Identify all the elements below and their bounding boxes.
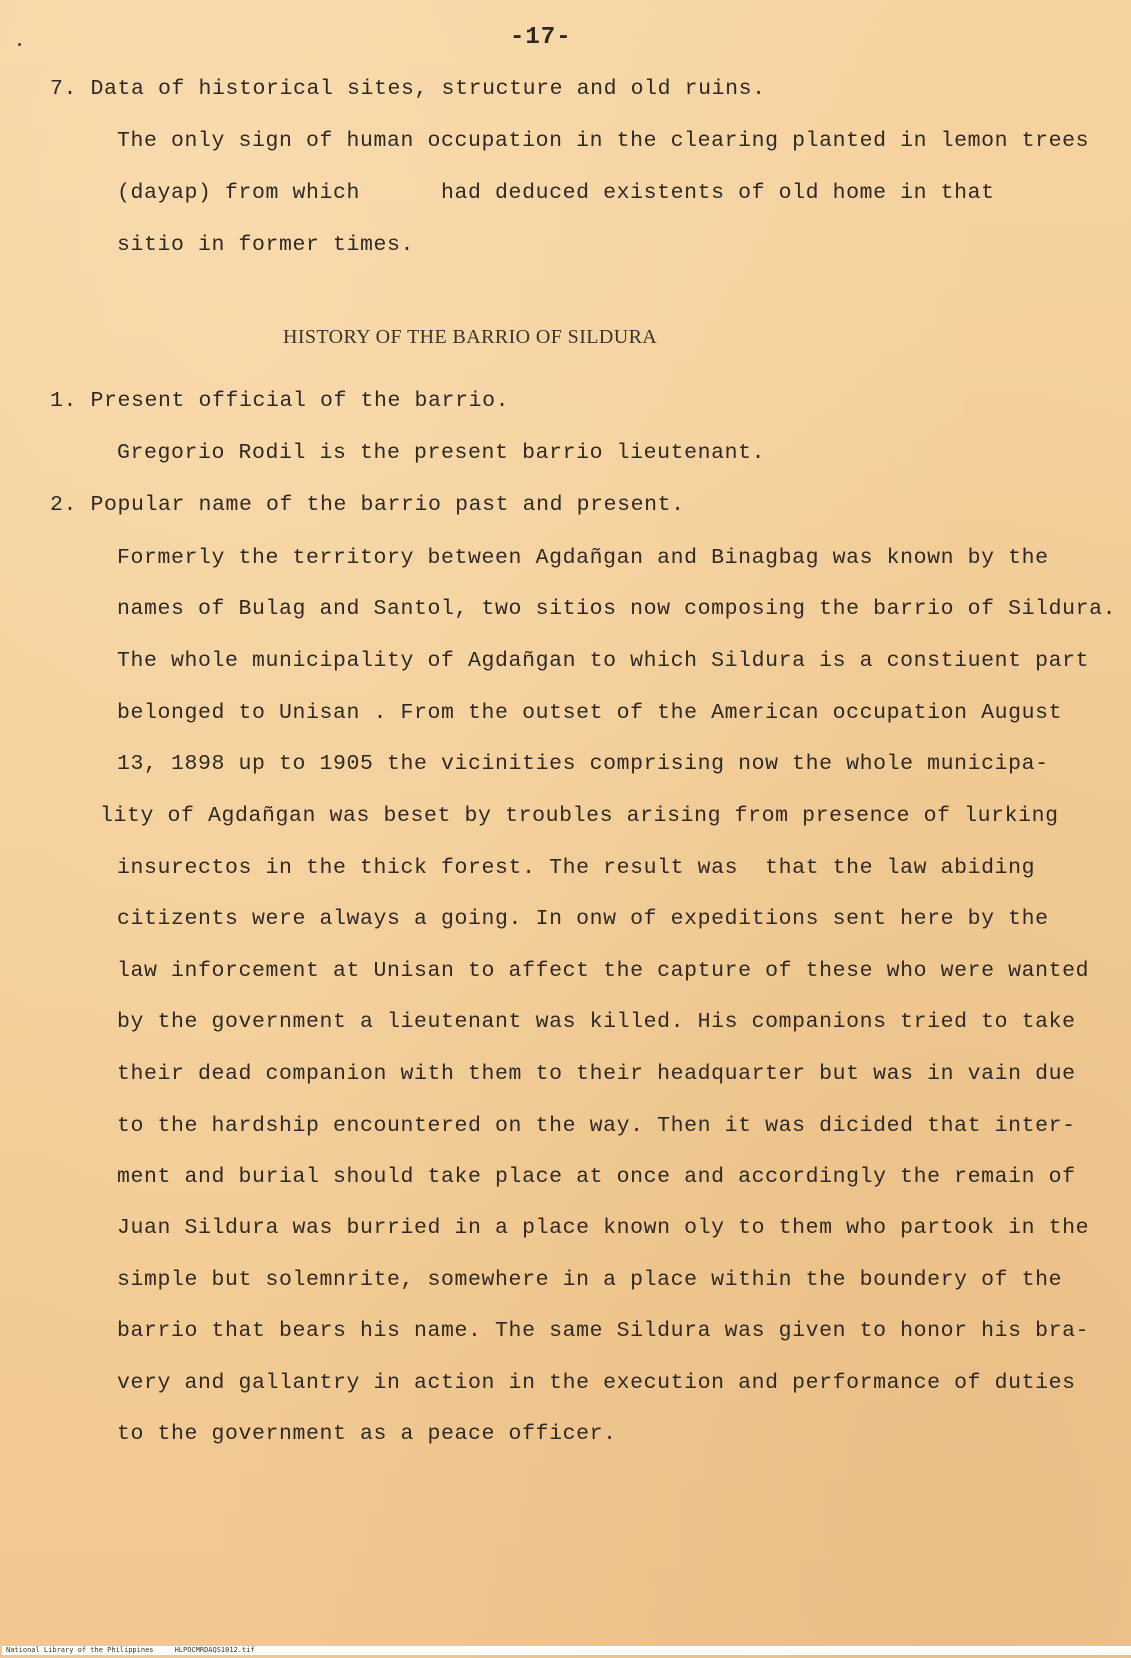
text-line: Juan Sildura was burried in a place known oly to them who partook in the [117, 1216, 1090, 1240]
text-line: The only sign of human occupation in the clearing planted in lemon trees [117, 129, 1090, 153]
text-line: ment and burial should take place at once and accordingly the remain of [117, 1165, 1076, 1189]
scan-footer: National Library of the Philippines HLPOCMRDAQS1012.tif [2, 1646, 1131, 1655]
text-line: 13, 1898 up to 1905 the vicinities comprising now the whole municipa- [117, 752, 1049, 776]
text-line: Gregorio Rodil is the present barrio lieutenant. [117, 441, 766, 465]
text-line: belonged to Unisan . From the outset of the American occupation August [117, 701, 1063, 725]
section-heading: 7. Data of historical sites, structure and old ruins. [50, 77, 766, 101]
page-speck [18, 43, 21, 46]
text-line: law inforcement at Unisan to affect the capture of these who were wanted [117, 959, 1090, 983]
history-title: HISTORY OF THE BARRIO OF SILDURA [283, 326, 658, 348]
text-line: The whole municipality of Agdañgan to which Sildura is a constiuent part [117, 649, 1090, 673]
text-line: their dead companion with them to their headquarter but was in vain due [117, 1062, 1076, 1086]
text-line: to the government as a peace officer. [117, 1422, 617, 1446]
text-line: barrio that bears his name. The same Sildura was given to honor his bra- [117, 1319, 1090, 1343]
text-line: Formerly the territory between Agdañgan and Binagbag was known by the [117, 546, 1049, 570]
page-number: -17- [510, 24, 572, 51]
text-line: very and gallantry in action in the execution and performance of duties [117, 1371, 1076, 1395]
text-line: by the government a lieutenant was killed. His companions tried to take [117, 1010, 1076, 1034]
text-line: names of Bulag and Santol, two sitios now composing the barrio of Sildura. [117, 597, 1117, 621]
text-line: citizents were always a going. In onw of expeditions sent here by the [117, 907, 1049, 931]
item-heading: 2. Popular name of the barrio past and present. [50, 493, 685, 517]
text-line: sitio in former times. [117, 233, 415, 257]
text-line: to the hardship encountered on the way. Then it was dicided that inter- [117, 1114, 1076, 1138]
text-line: simple but solemnrite, somewhere in a place within the boundery of the [117, 1268, 1063, 1292]
text-line: insurectos in the thick forest. The result was that the law abiding [117, 856, 1036, 880]
item-heading: 1. Present official of the barrio. [50, 389, 510, 413]
text-line: lity of Agdañgan was beset by troubles arising from presence of lurking [100, 804, 1059, 828]
text-line: (dayap) from which had deduced existents of old home in that [117, 181, 995, 205]
